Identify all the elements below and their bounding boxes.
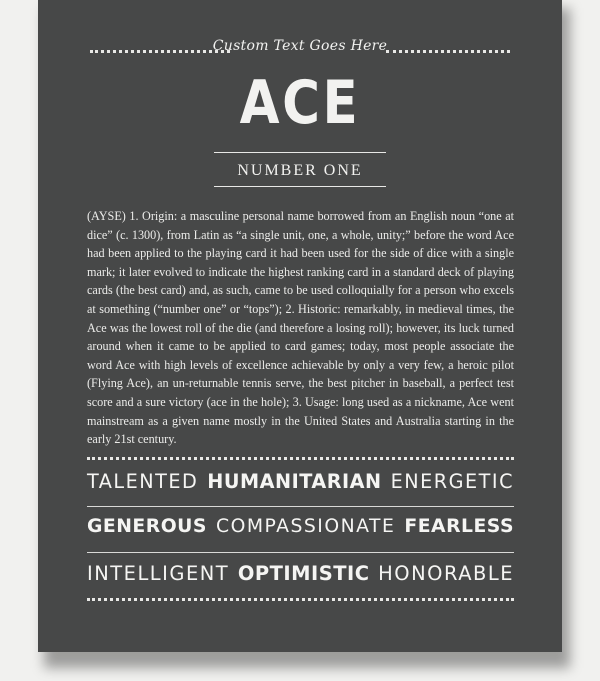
trait-word: COMPASSIONATE	[215, 516, 396, 537]
poster-name: ACE	[239, 68, 361, 138]
traits-row-3	[87, 562, 514, 585]
dotted-divider-traits-top	[87, 457, 514, 460]
trait-word: HUMANITARIAN	[207, 470, 382, 493]
trait-word: HONORABLE	[378, 562, 514, 585]
subtitle-rule-bottom	[214, 186, 386, 187]
trait-word: FEARLESS	[404, 516, 514, 537]
custom-tagline: Custom Text Goes Here	[212, 38, 388, 54]
subtitle-rule-top	[214, 152, 386, 153]
name-definition: (AYSE) 1. Origin: a masculine personal name borrowed from an English noun “one at dice” (c. 1300), from Latin as “a single unit, one, a whole, unity;” before the word Ace had been applied to the playing card it had been used for the side of dice with a single mark; it later evolved to indicate the highest ranking card in a standard deck of playing cards (the best card) and, as such, came to be used colloquially for a person who excels at something (“number one” or “tops”); 2. Historic: remarkably, in medieval times, the Ace was the lowest roll of the die (and therefore a losing roll); however, its luck turned around when it came to be applied to card games; today, most people associate the word Ace with high levels of excellence achievable by only a very few, a heroic pilot (Flying Ace), an un-returnable tennis serve, the best pitcher in baseball, a perfect test score and a sure victory (ace in the hole); 3. Usage: long used as a nickname, Ace went mainstream as a given name mostly in the United States and Australia starting in the early 21st century.	[87, 209, 514, 447]
dotted-divider-traits-bottom	[87, 598, 514, 601]
traits-divider-2	[87, 552, 514, 553]
trait-word: INTELLIGENT	[87, 562, 230, 585]
trait-word: ENERGETIC	[390, 470, 514, 493]
traits-row-2	[87, 516, 514, 537]
trait-word: TALENTED	[87, 470, 199, 493]
traits-row-1	[87, 470, 514, 493]
traits-divider-1	[87, 506, 514, 507]
name-poster	[38, 0, 562, 652]
trait-word: GENEROUS	[87, 516, 207, 537]
trait-word: OPTIMISTIC	[237, 562, 370, 585]
name-meaning-subtitle: NUMBER ONE	[237, 162, 363, 179]
